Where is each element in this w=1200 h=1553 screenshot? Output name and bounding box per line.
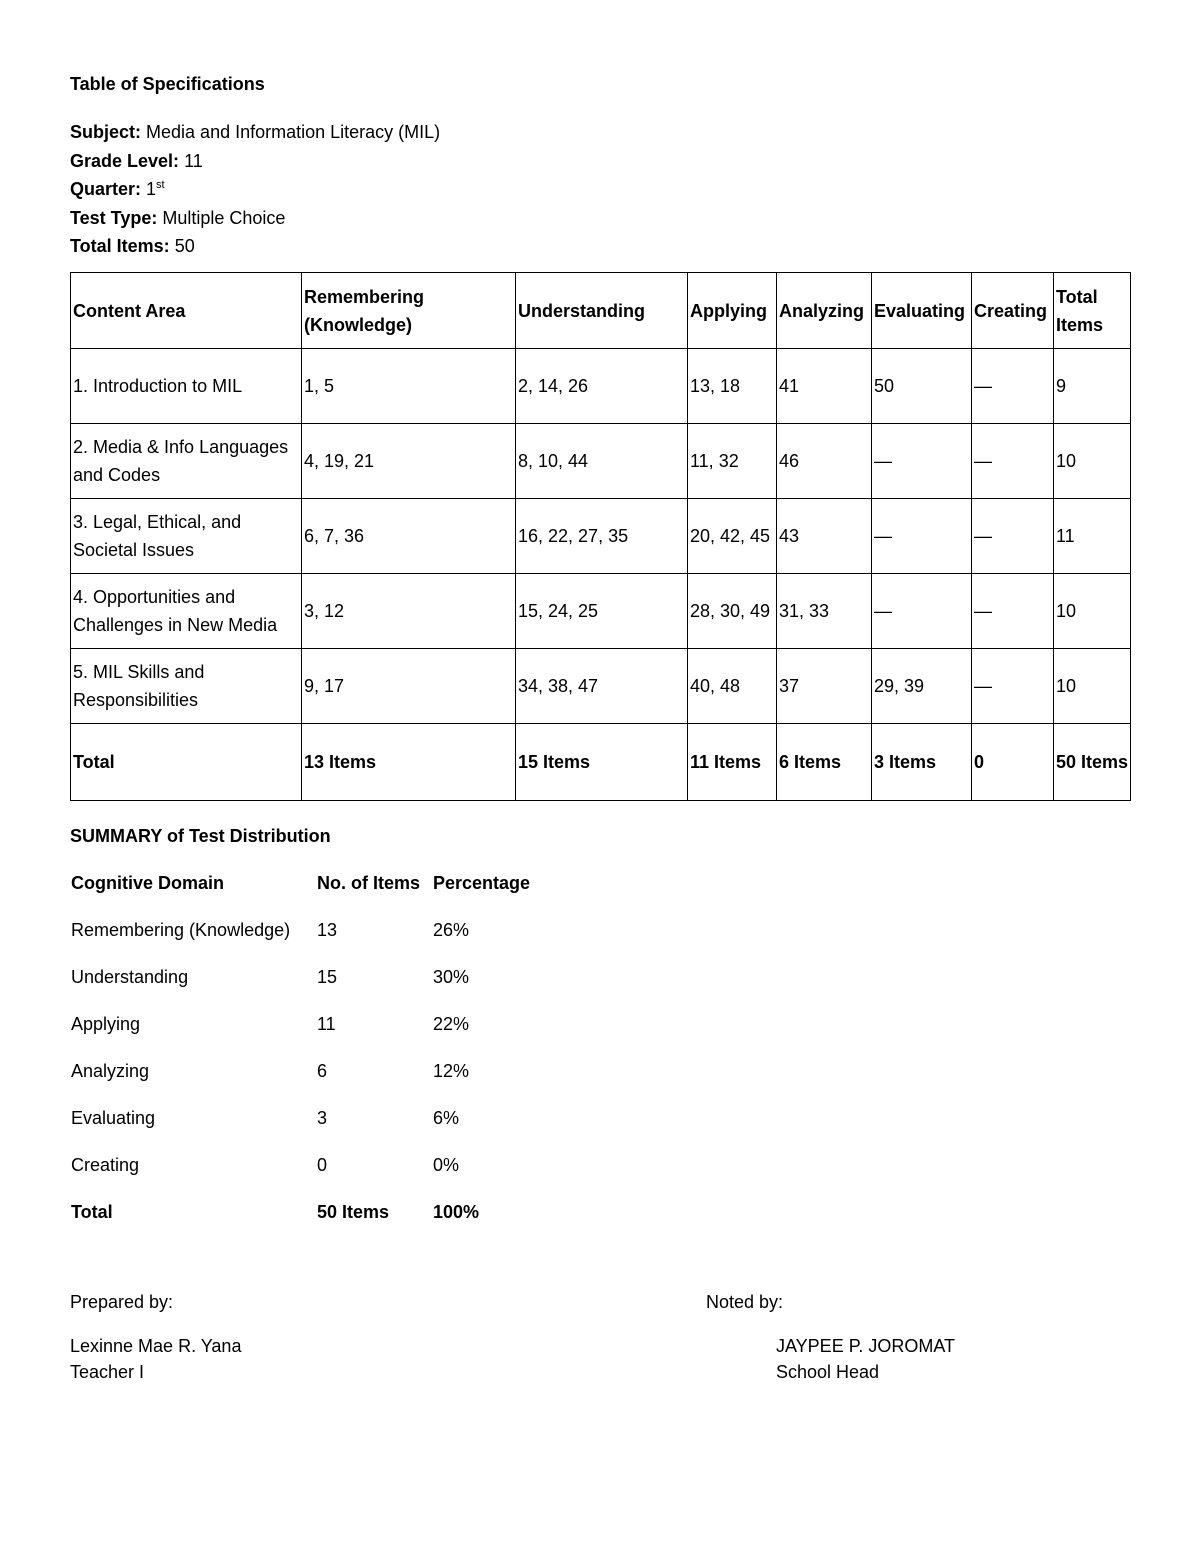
noted-by-block bbox=[776, 1333, 955, 1385]
table-cell: 10 bbox=[1054, 649, 1131, 724]
summary-cell: 30% bbox=[433, 967, 470, 987]
table-cell: — bbox=[872, 574, 972, 649]
table-cell: 3, 12 bbox=[302, 574, 516, 649]
summary-title: SUMMARY of Test Distribution bbox=[70, 826, 331, 846]
summary-cell: Creating bbox=[71, 1155, 140, 1175]
table-cell: — bbox=[872, 424, 972, 499]
summary-cell: 6 bbox=[317, 1061, 328, 1081]
quarter-line bbox=[70, 175, 440, 204]
total-cell: 13 Items bbox=[302, 724, 516, 801]
summary-cell: Applying bbox=[71, 1014, 141, 1034]
summary-cell: 0% bbox=[433, 1155, 460, 1175]
table-cell: 29, 39 bbox=[872, 649, 972, 724]
table-cell: — bbox=[972, 649, 1054, 724]
document-meta bbox=[70, 118, 440, 261]
summary-row bbox=[71, 1001, 563, 1048]
table-cell: 37 bbox=[777, 649, 872, 724]
table-cell: 8, 10, 44 bbox=[516, 424, 688, 499]
table-cell: — bbox=[972, 499, 1054, 574]
header-cell: Analyzing bbox=[777, 273, 872, 349]
subject-label: Subject: bbox=[70, 122, 142, 142]
total-cell: 50 Items bbox=[1054, 724, 1131, 801]
summary-total-cell: 100% bbox=[433, 1202, 480, 1222]
summary-cell: 26% bbox=[433, 920, 470, 940]
summary-cell: 3 bbox=[317, 1108, 328, 1128]
table-cell: 2, 14, 26 bbox=[516, 349, 688, 424]
table-cell: 34, 38, 47 bbox=[516, 649, 688, 724]
table-cell: 16, 22, 27, 35 bbox=[516, 499, 688, 574]
grade-level-value: 11 bbox=[184, 150, 203, 171]
summary-header-row bbox=[71, 860, 563, 907]
table-total-row bbox=[71, 724, 1131, 801]
table-row bbox=[71, 424, 1131, 499]
summary-row bbox=[71, 954, 563, 1001]
table-cell: — bbox=[872, 499, 972, 574]
summary-total-cell: Total bbox=[71, 1202, 113, 1222]
table-cell: 11, 32 bbox=[688, 424, 777, 499]
subject-value: Media and Information Literacy (MIL) bbox=[146, 122, 441, 142]
quarter-label: Quarter: bbox=[70, 179, 142, 199]
table-header-row bbox=[71, 273, 1131, 349]
summary-total-row bbox=[71, 1189, 563, 1236]
table-cell: 10 bbox=[1054, 424, 1131, 499]
prepared-by-label: Prepared by: bbox=[70, 1292, 174, 1312]
quarter-superscript: st bbox=[156, 179, 165, 191]
summary-row bbox=[71, 1142, 563, 1189]
summary-cell: Understanding bbox=[71, 967, 189, 987]
table-cell: — bbox=[972, 424, 1054, 499]
prepared-by-block bbox=[70, 1333, 241, 1385]
header-cell: Creating bbox=[972, 273, 1054, 349]
total-cell: 11 Items bbox=[688, 724, 777, 801]
total-cell: 3 Items bbox=[872, 724, 972, 801]
table-cell: 1, 5 bbox=[302, 349, 516, 424]
table-row bbox=[71, 349, 1131, 424]
table-cell: 3. Legal, Ethical, and Societal Issues bbox=[71, 499, 302, 574]
summary-table bbox=[71, 860, 563, 1236]
table-cell: 13, 18 bbox=[688, 349, 777, 424]
total-cell: 15 Items bbox=[516, 724, 688, 801]
document-title: Table of Specifications bbox=[70, 74, 265, 94]
table-cell: 15, 24, 25 bbox=[516, 574, 688, 649]
table-cell: 31, 33 bbox=[777, 574, 872, 649]
summary-header-cell: Percentage bbox=[433, 873, 531, 893]
table-cell: 9, 17 bbox=[302, 649, 516, 724]
grade-level-line bbox=[70, 147, 440, 176]
table-cell: — bbox=[972, 574, 1054, 649]
total-cell: Total bbox=[71, 724, 302, 801]
noted-by-role: School Head bbox=[776, 1362, 880, 1382]
summary-cell: Evaluating bbox=[71, 1108, 156, 1128]
header-cell: Remembering (Knowledge) bbox=[302, 273, 516, 349]
table-cell: 2. Media & Info Languages and Codes bbox=[71, 424, 302, 499]
table-cell: 40, 48 bbox=[688, 649, 777, 724]
table-cell: 6, 7, 36 bbox=[302, 499, 516, 574]
prepared-by-name: Lexinne Mae R. Yana bbox=[70, 1336, 242, 1356]
table-row bbox=[71, 574, 1131, 649]
test-type-value: Multiple Choice bbox=[162, 207, 286, 228]
table-cell: 1. Introduction to MIL bbox=[71, 349, 302, 424]
header-cell: Understanding bbox=[516, 273, 688, 349]
table-cell: — bbox=[972, 349, 1054, 424]
table-cell: 20, 42, 45 bbox=[688, 499, 777, 574]
table-cell: 46 bbox=[777, 424, 872, 499]
total-cell: 0 bbox=[972, 724, 1054, 801]
table-cell: 28, 30, 49 bbox=[688, 574, 777, 649]
summary-cell: 6% bbox=[433, 1108, 460, 1128]
header-cell: Content Area bbox=[71, 273, 302, 349]
table-cell: 5. MIL Skills and Responsibilities bbox=[71, 649, 302, 724]
table-row bbox=[71, 649, 1131, 724]
table-cell: 43 bbox=[777, 499, 872, 574]
summary-cell: 15 bbox=[317, 967, 338, 987]
total-items-label: Total Items: bbox=[70, 236, 170, 256]
summary-cell: 22% bbox=[433, 1014, 470, 1034]
table-cell: 10 bbox=[1054, 574, 1131, 649]
total-items-line bbox=[70, 232, 440, 261]
summary-total-cell: 50 Items bbox=[317, 1202, 390, 1222]
summary-cell: Analyzing bbox=[71, 1061, 150, 1081]
total-cell: 6 Items bbox=[777, 724, 872, 801]
summary-row bbox=[71, 1095, 563, 1142]
table-cell: 4, 19, 21 bbox=[302, 424, 516, 499]
summary-cell: Remembering (Knowledge) bbox=[71, 920, 291, 940]
noted-by-name: JAYPEE P. JOROMAT bbox=[776, 1336, 956, 1356]
summary-row bbox=[71, 1048, 563, 1095]
table-row bbox=[71, 499, 1131, 574]
summary-header-cell: No. of Items bbox=[317, 873, 421, 893]
table-cell: 9 bbox=[1054, 349, 1131, 424]
summary-cell: 0 bbox=[317, 1155, 328, 1175]
table-cell: 50 bbox=[872, 349, 972, 424]
test-type-label: Test Type: bbox=[70, 207, 158, 228]
summary-cell: 11 bbox=[317, 1014, 336, 1034]
test-type-line bbox=[70, 204, 440, 233]
specifications-table bbox=[70, 272, 1131, 801]
noted-by-label: Noted by: bbox=[706, 1292, 784, 1312]
table-cell: 4. Opportunities and Challenges in New Media bbox=[71, 574, 302, 649]
table-cell: 11 bbox=[1054, 499, 1131, 574]
table-cell: 41 bbox=[777, 349, 872, 424]
total-items-value: 50 bbox=[174, 236, 195, 256]
prepared-by-role: Teacher I bbox=[70, 1362, 145, 1382]
summary-cell: 12% bbox=[433, 1061, 470, 1081]
header-cell: Evaluating bbox=[872, 273, 972, 349]
summary-header-cell: Cognitive Domain bbox=[71, 873, 225, 893]
summary-cell: 13 bbox=[317, 920, 338, 940]
subject-line bbox=[70, 118, 440, 147]
grade-level-label: Grade Level: bbox=[70, 150, 180, 171]
header-cell: Applying bbox=[688, 273, 777, 349]
header-cell: Total Items bbox=[1054, 273, 1131, 349]
summary-row bbox=[71, 907, 563, 954]
quarter-value: 1 bbox=[146, 179, 157, 199]
